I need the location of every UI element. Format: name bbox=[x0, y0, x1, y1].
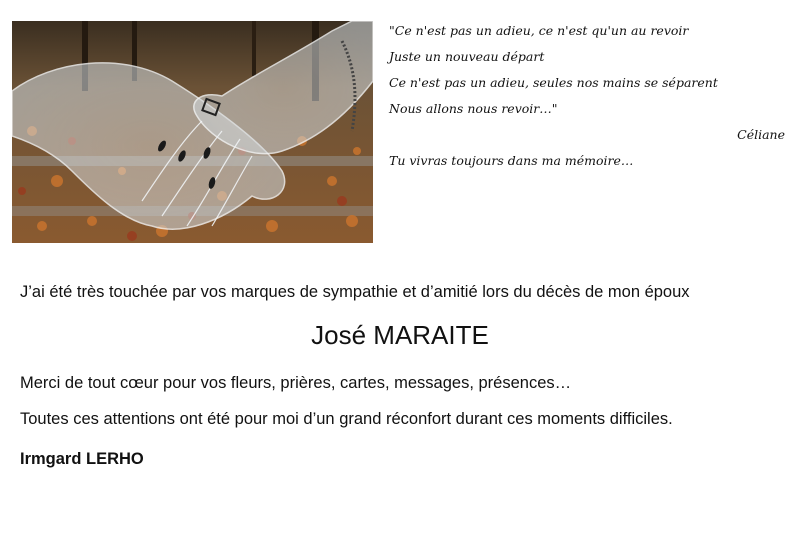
poem-line: Juste un nouveau départ bbox=[389, 49, 545, 64]
holding-hands-image bbox=[12, 21, 373, 243]
autumn-hands-photo bbox=[12, 21, 373, 243]
thanks-text: Merci de tout cœur pour vos fleurs, prières, cartes, messages, présences… bbox=[20, 374, 572, 392]
poem-line: "Ce n'est pas un adieu, ce n'est qu'un au revoir bbox=[389, 23, 689, 38]
poem-closing: Tu vivras toujours dans ma mémoire… bbox=[389, 153, 634, 168]
poem-line: Nous allons nous revoir…" bbox=[389, 101, 558, 116]
signature: Irmgard LERHO bbox=[20, 450, 144, 468]
poem-line: Ce n'est pas un adieu, seules nos mains se séparent bbox=[389, 75, 718, 90]
comfort-text: Toutes ces attentions ont été pour moi d’un grand réconfort durant ces moments difficiles. bbox=[20, 410, 673, 428]
poem-block bbox=[389, 18, 789, 174]
deceased-name: José MARAITE bbox=[311, 320, 489, 350]
intro-text: J’ai été très touchée par vos marques de sympathie et d’amitié lors du décès de mon époux bbox=[20, 283, 690, 301]
poem-author: Céliane bbox=[737, 127, 785, 142]
